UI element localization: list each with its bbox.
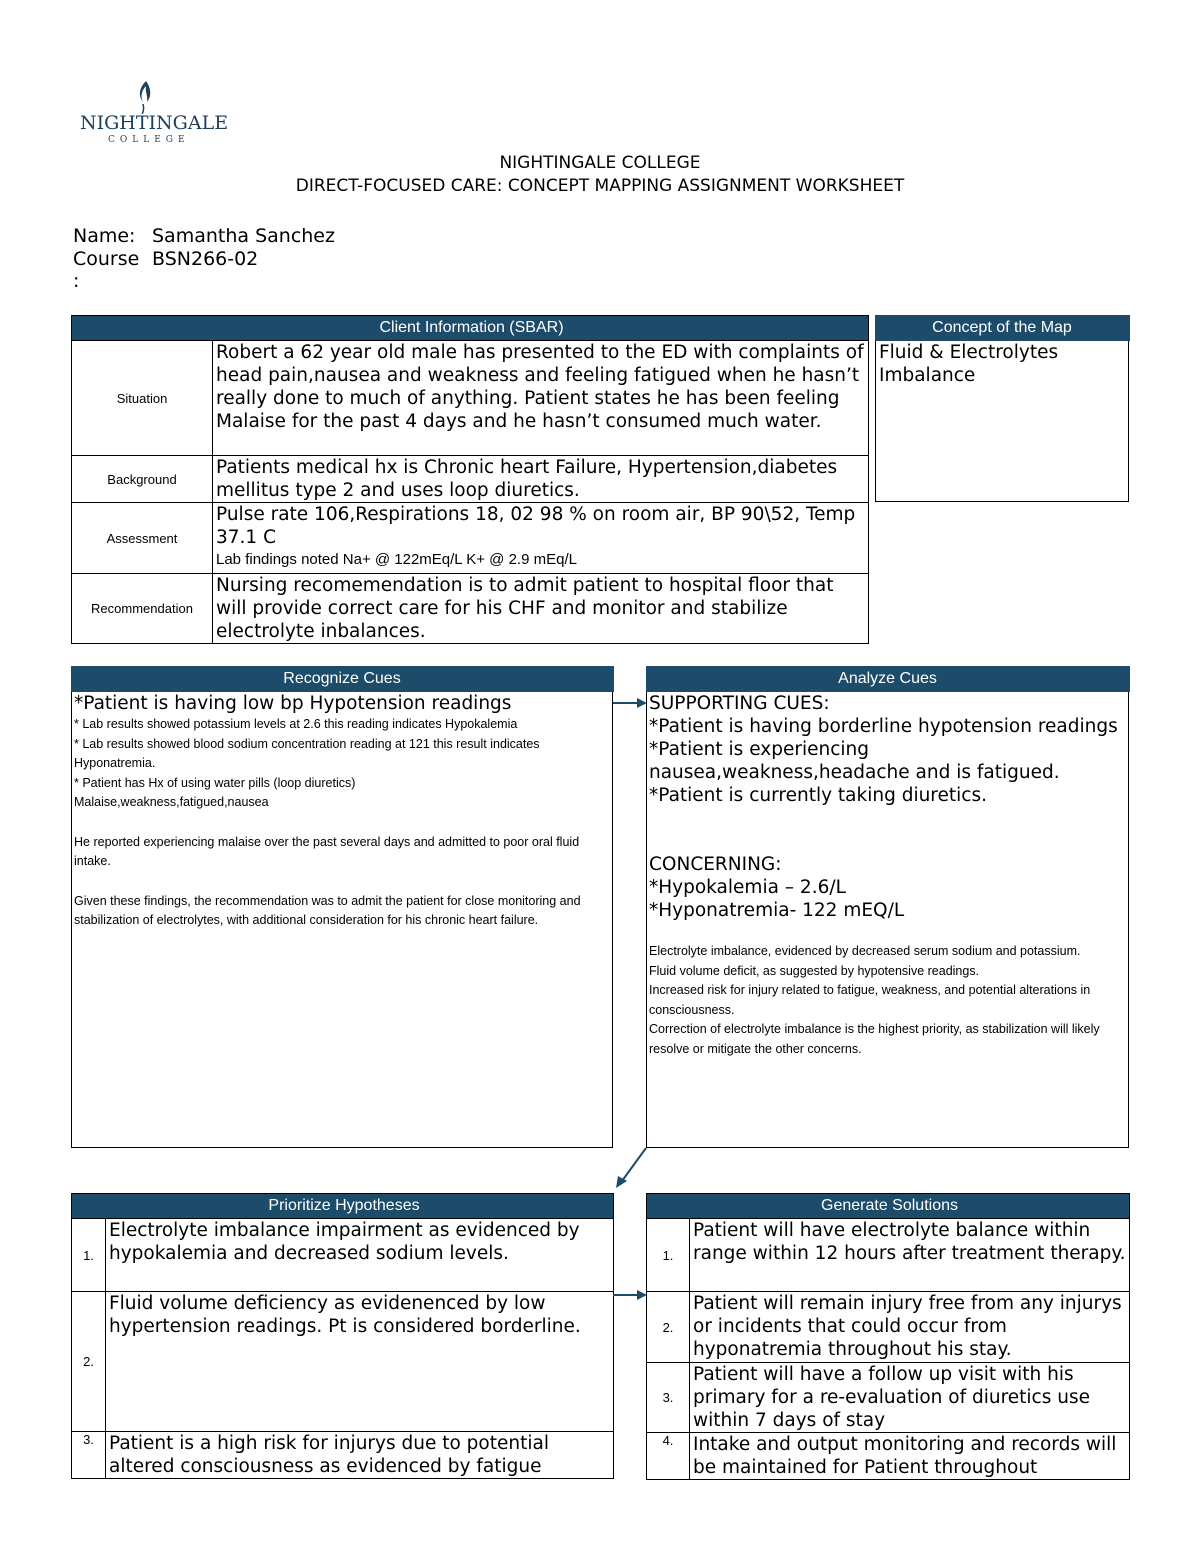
hypothesis-row — [72, 1292, 614, 1432]
hypothesis-text: Fluid volume deficiency as evidenenced by low hypertension readings. Pt is considered borderline. — [106, 1292, 614, 1432]
analyze-note: Electrolyte imbalance, evidenced by decreased serum sodium and potassium. — [649, 944, 1081, 958]
recognize-line: * Patient has Hx of using water pills (loop diuretics) — [74, 775, 356, 790]
solutions-header: Generate Solutions — [647, 1194, 1130, 1219]
recognize-line: * Lab results showed blood sodium concentration reading at 121 this result indicates Hyponatremia. — [74, 736, 540, 770]
recognize-line: Malaise,weakness,fatigued,nausea — [74, 795, 269, 809]
sbar-label: Assessment — [72, 503, 213, 574]
solution-text: Intake and output monitoring and records will be maintained for Patient throughout — [690, 1433, 1130, 1480]
sbar-text: Robert a 62 year old male has presented to the ED with complaints of head pain,nausea and weakness and feeling fatigued when he hasn’t really done to much of anything. Patient states he has been feeling Malaise for the past 4 days and he hasn’t consumed much water. — [213, 341, 869, 456]
sbar-row-recommendation — [72, 574, 869, 644]
solution-row — [647, 1219, 1130, 1292]
concept-text: Fluid & Electrolytes Imbalance — [879, 342, 1059, 386]
hypothesis-row — [72, 1432, 614, 1479]
hypothesis-row — [72, 1219, 614, 1292]
solution-number: 4. — [647, 1433, 690, 1480]
analyze-note: Fluid volume deficit, as suggested by hypotensive readings. — [649, 963, 980, 978]
analyze-header: Analyze Cues — [646, 666, 1130, 692]
arrow-right-icon — [613, 695, 649, 711]
solution-row — [647, 1433, 1130, 1480]
course-label: Course — [73, 248, 140, 270]
solution-row — [647, 1363, 1130, 1433]
recognize-paragraph: He reported experiencing malaise over the past several days and admitted to poor oral fluid intake. — [74, 834, 580, 868]
recognize-header: Recognize Cues — [71, 666, 614, 692]
solution-number: 1. — [647, 1219, 690, 1292]
logo-subtitle: COLLEGE — [108, 135, 190, 145]
sbar-row-situation — [72, 341, 869, 456]
hypothesis-number: 3. — [72, 1432, 106, 1479]
sbar-label: Background — [72, 456, 213, 503]
solution-row — [647, 1292, 1130, 1363]
sbar-text: Patients medical hx is Chronic heart Failure, Hypertension,diabetes mellitus type 2 and uses loop diuretics. — [213, 456, 869, 503]
recognize-paragraph: Given these findings, the recommendation was to admit the patient for close monitoring and stabilization of electrolytes, with additional consideration for his chronic heart failure. — [74, 893, 581, 927]
prioritize-table — [71, 1193, 614, 1479]
solution-text: Patient will remain injury free from any injurys or incidents that could occur from hyponatremia throughout his stay. — [690, 1292, 1130, 1363]
sbar-label: Situation — [72, 341, 213, 456]
arrow-right-icon — [613, 1287, 649, 1303]
hypothesis-text: Patient is a high risk for injurys due to potential altered consciousness as evidenced by fatigue — [106, 1432, 614, 1479]
course-value: BSN266-02 — [152, 248, 259, 270]
hypothesis-number: 2. — [72, 1292, 106, 1432]
supporting-cue: *Patient is currently taking diuretics. — [649, 785, 987, 806]
supporting-cue: *Patient is having borderline hypotension readings — [649, 716, 1118, 737]
concerning-cue: *Hyponatremia- 122 mEQ/L — [649, 900, 905, 921]
concept-header: Concept of the Map — [875, 315, 1130, 341]
concerning-title: CONCERNING: — [649, 854, 782, 875]
sbar-header: Client Information (SBAR) — [72, 316, 869, 341]
recognize-cues-box — [71, 666, 613, 1148]
recognize-lead: *Patient is having low bp Hypotension readings — [74, 693, 512, 714]
logo-wordmark: NIGHTINGALE — [80, 112, 229, 134]
analyze-cues-box — [646, 666, 1129, 1148]
concerning-cue: *Hypokalemia – 2.6/L — [649, 877, 846, 898]
arrow-down-left-icon — [612, 1147, 648, 1189]
supporting-title: SUPPORTING CUES: — [649, 693, 830, 714]
supporting-cue: *Patient is experiencing nausea,weakness,headache and is fatigued. — [649, 739, 1060, 783]
course-colon: : — [73, 270, 80, 292]
worksheet-title: DIRECT-FOCUSED CARE: CONCEPT MAPPING ASSIGNMENT WORKSHEET — [295, 176, 905, 196]
nightingale-flame-logo-icon — [135, 80, 155, 114]
solution-text: Patient will have electrolyte balance within range within 12 hours after treatment therapy. — [690, 1219, 1130, 1292]
solutions-table — [646, 1193, 1130, 1480]
hypothesis-text: Electrolyte imbalance impairment as evidenced by hypokalemia and decreased sodium levels. — [106, 1219, 614, 1292]
name-label: Name: — [73, 225, 136, 247]
name-value: Samantha Sanchez — [152, 225, 335, 247]
sbar-row-assessment — [72, 503, 869, 574]
analyze-note: Correction of electrolyte imbalance is the highest priority, as stabilization will likely resolve or mitigate the other concerns. — [649, 1022, 1100, 1056]
sbar-row-background — [72, 456, 869, 503]
recognize-line: * Lab results showed potassium levels at 2.6 this reading indicates Hypokalemia — [74, 717, 518, 731]
solution-number: 2. — [647, 1292, 690, 1363]
sbar-lab-findings: Lab findings noted Na+ @ 122mEq/L K+ @ 2.9 mEq/L — [216, 551, 577, 568]
sbar-text: Pulse rate 106,Respirations 18, 02 98 % on room air, BP 90\52, Temp 37.1 C — [216, 504, 856, 548]
sbar-table — [71, 315, 869, 644]
concept-box — [875, 315, 1129, 502]
college-title: NIGHTINGALE COLLEGE — [499, 153, 701, 173]
analyze-note: Increased risk for injury related to fatigue, weakness, and potential alterations in consciousness. — [649, 983, 1091, 1017]
solution-text: Patient will have a follow up visit with his primary for a re-evaluation of diuretics use within 7 days of stay — [690, 1363, 1130, 1433]
prioritize-header: Prioritize Hypotheses — [72, 1194, 614, 1219]
sbar-cell — [213, 503, 869, 574]
sbar-label: Recommendation — [72, 574, 213, 644]
solution-number: 3. — [647, 1363, 690, 1433]
hypothesis-number: 1. — [72, 1219, 106, 1292]
sbar-text: Nursing recomemendation is to admit patient to hospital floor that will provide correct care for his CHF and monitor and stabilize electrolyte inbalances. — [213, 574, 869, 644]
